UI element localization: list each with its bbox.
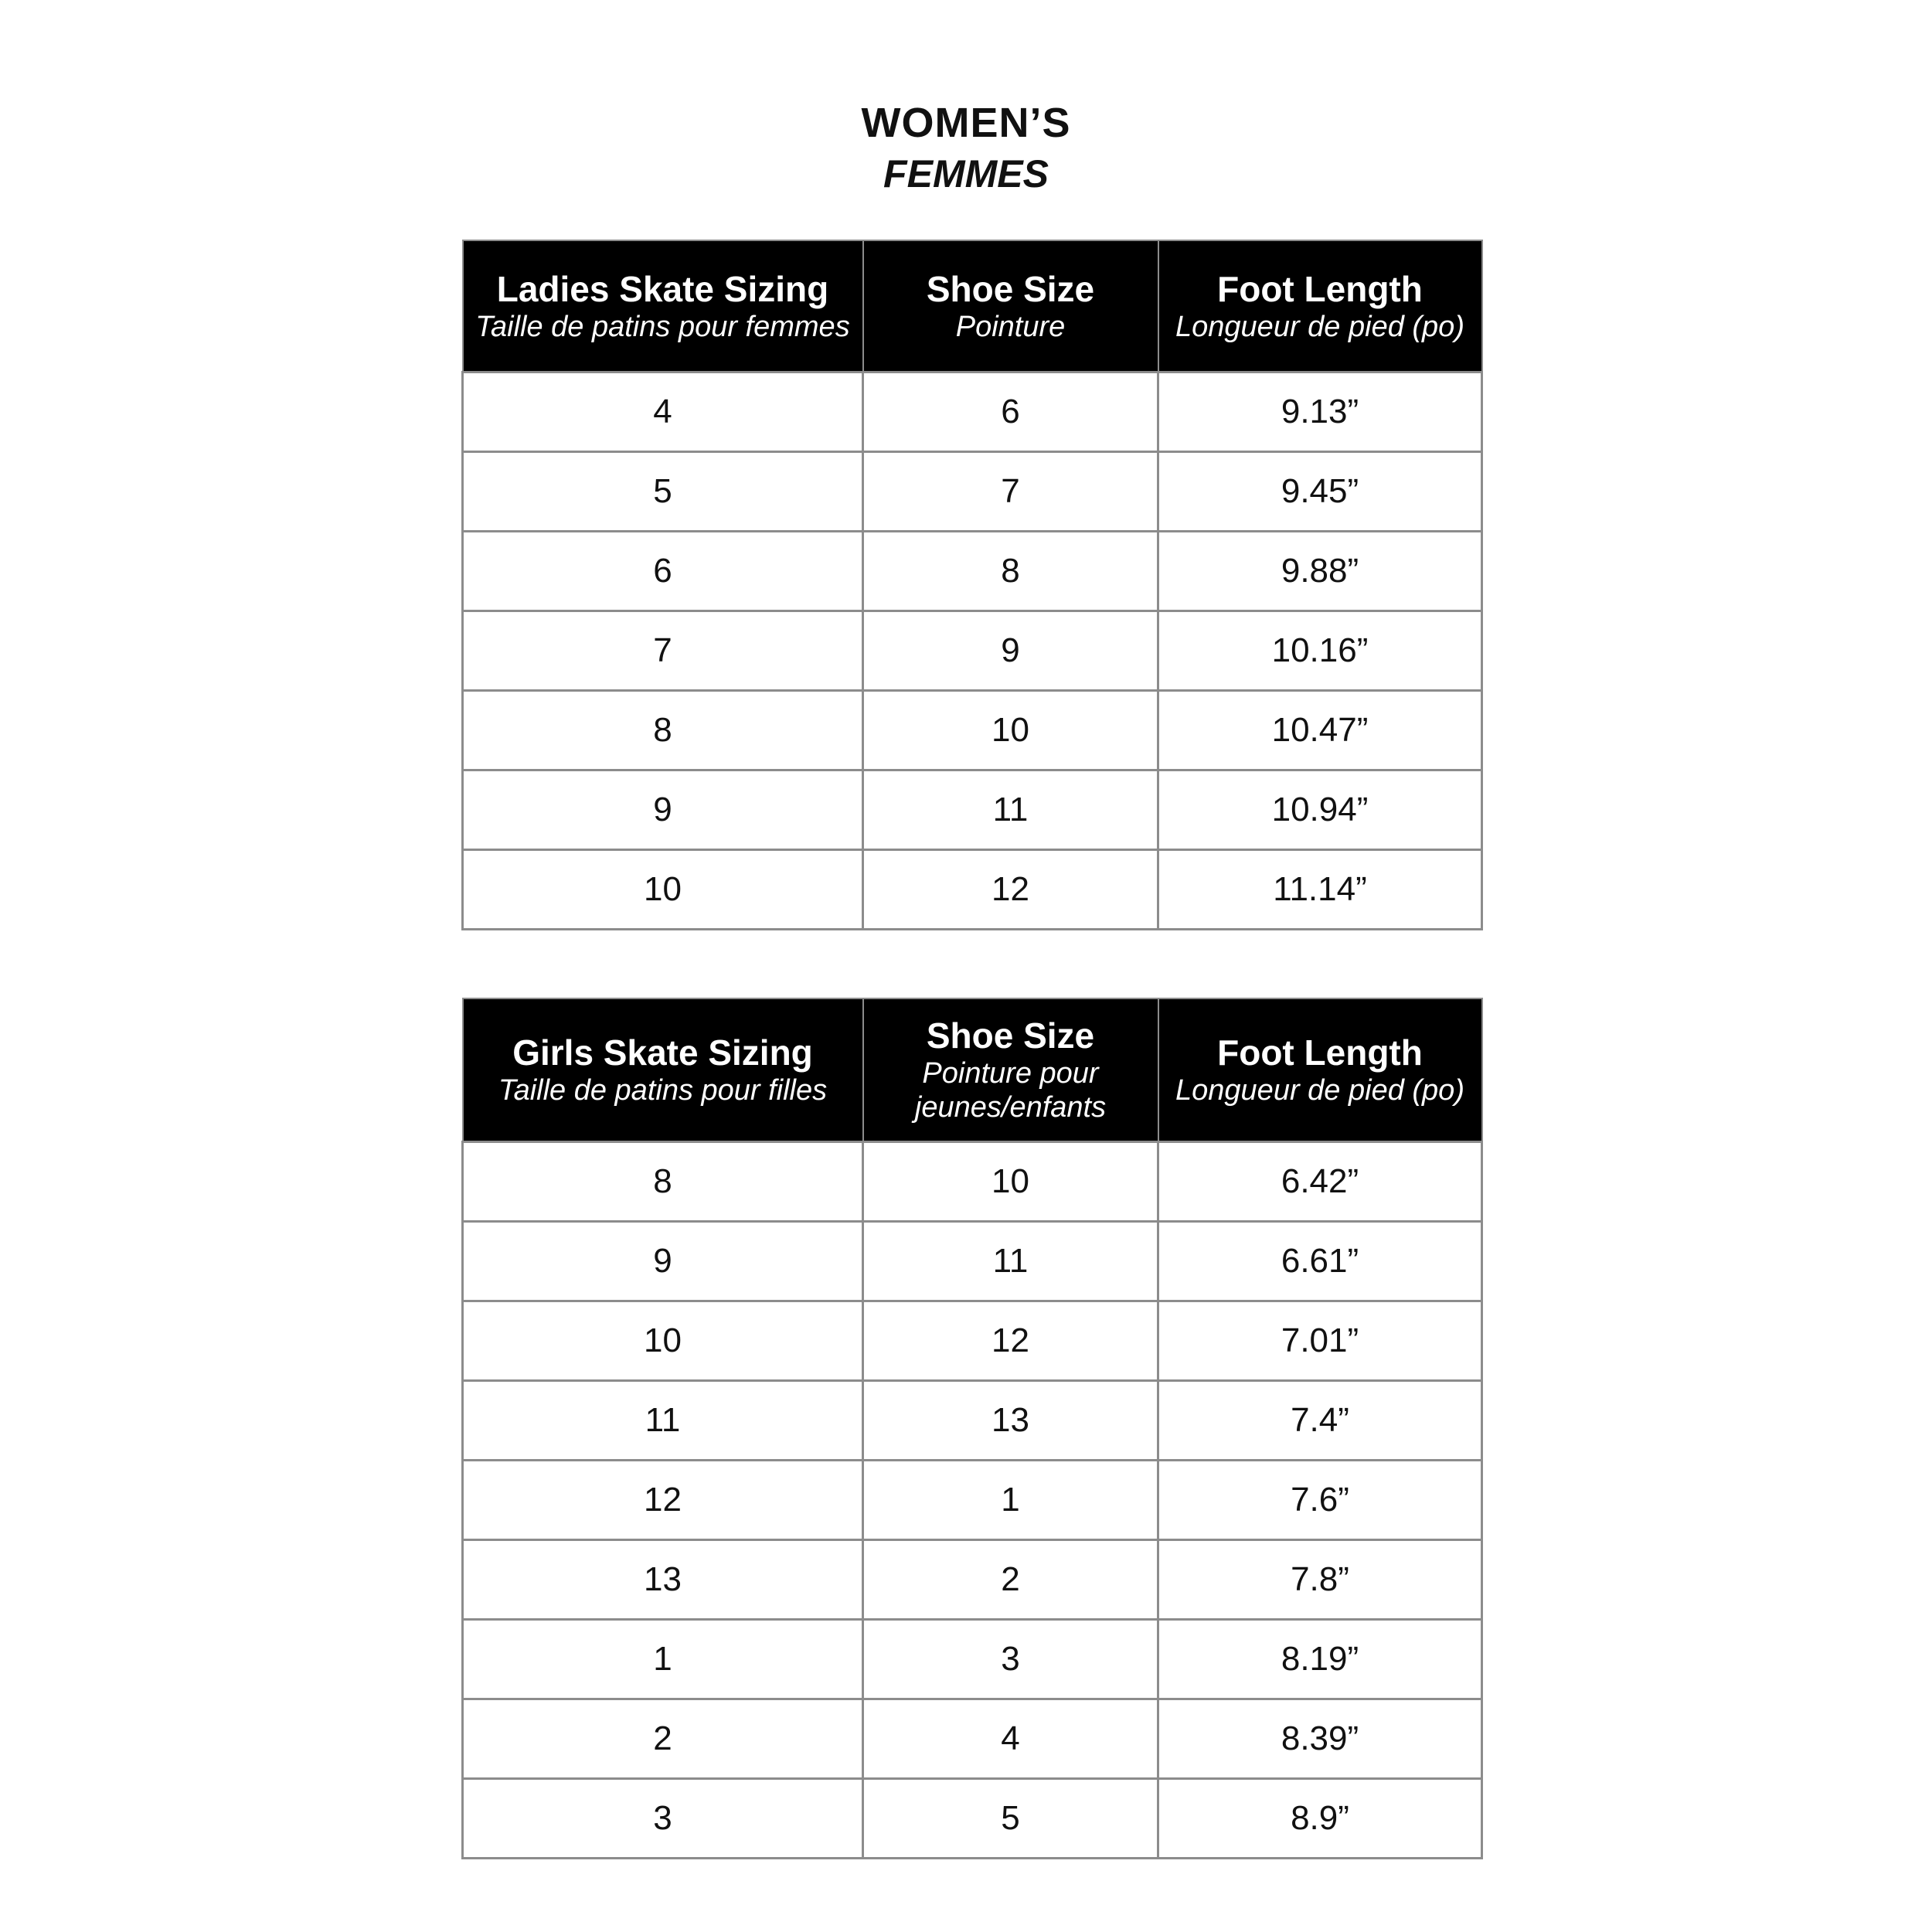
header-sublabel: Taille de patins pour femmes <box>475 310 850 343</box>
column-header-shoe-size <box>863 998 1158 1141</box>
shoe-size-cell: 11 <box>863 1221 1158 1301</box>
header-sublabel: Taille de patins pour filles <box>498 1074 828 1107</box>
shoe-size-cell: 5 <box>863 1778 1158 1858</box>
foot-length-cell: 9.13” <box>1158 372 1482 451</box>
column-header-foot-length <box>1158 998 1482 1141</box>
table-row <box>463 1380 1482 1460</box>
table-row <box>463 611 1482 690</box>
table-row <box>463 1539 1482 1619</box>
header-label: Foot Length <box>1217 1032 1423 1073</box>
shoe-size-cell: 12 <box>863 1301 1158 1380</box>
shoe-size-cell: 12 <box>863 849 1158 929</box>
table-row <box>463 849 1482 929</box>
page-title: WOMEN’S <box>861 100 1071 146</box>
skate-size-cell: 10 <box>463 849 863 929</box>
table-row <box>463 1778 1482 1858</box>
foot-length-cell: 6.42” <box>1158 1141 1482 1221</box>
shoe-size-cell: 10 <box>863 1141 1158 1221</box>
header-label: Girls Skate Sizing <box>512 1032 813 1073</box>
foot-length-cell: 8.9” <box>1158 1778 1482 1858</box>
table-row <box>463 1301 1482 1380</box>
table-row <box>463 1221 1482 1301</box>
girls-size-table <box>461 998 1483 1859</box>
column-header-foot-length <box>1158 240 1482 372</box>
skate-size-cell: 3 <box>463 1778 863 1858</box>
skate-size-cell: 6 <box>463 531 863 611</box>
header-sublabel: Pointure <box>955 310 1066 343</box>
table-row <box>463 1619 1482 1699</box>
shoe-size-cell: 9 <box>863 611 1158 690</box>
shoe-size-cell: 6 <box>863 372 1158 451</box>
skate-size-cell: 7 <box>463 611 863 690</box>
table-header-row <box>463 998 1482 1141</box>
shoe-size-cell: 3 <box>863 1619 1158 1699</box>
women-size-table <box>461 240 1483 930</box>
skate-size-cell: 8 <box>463 690 863 770</box>
table-row <box>463 690 1482 770</box>
skate-size-cell: 1 <box>463 1619 863 1699</box>
table-row <box>463 1699 1482 1778</box>
skate-size-cell: 5 <box>463 451 863 531</box>
foot-length-cell: 7.01” <box>1158 1301 1482 1380</box>
skate-size-cell: 9 <box>463 770 863 849</box>
foot-length-cell: 8.39” <box>1158 1699 1482 1778</box>
skate-size-cell: 13 <box>463 1539 863 1619</box>
shoe-size-cell: 7 <box>863 451 1158 531</box>
foot-length-cell: 9.88” <box>1158 531 1482 611</box>
page-subtitle: FEMMES <box>883 152 1049 196</box>
skate-size-cell: 11 <box>463 1380 863 1460</box>
foot-length-cell: 10.47” <box>1158 690 1482 770</box>
shoe-size-cell: 11 <box>863 770 1158 849</box>
table-row <box>463 451 1482 531</box>
table-row <box>463 372 1482 451</box>
table-row <box>463 1141 1482 1221</box>
foot-length-cell: 10.16” <box>1158 611 1482 690</box>
foot-length-cell: 10.94” <box>1158 770 1482 849</box>
foot-length-cell: 7.8” <box>1158 1539 1482 1619</box>
shoe-size-cell: 10 <box>863 690 1158 770</box>
header-sublabel: Longueur de pied (po) <box>1175 1074 1464 1107</box>
header-label: Ladies Skate Sizing <box>496 268 829 309</box>
shoe-size-cell: 1 <box>863 1460 1158 1539</box>
shoe-size-cell: 4 <box>863 1699 1158 1778</box>
foot-length-cell: 9.45” <box>1158 451 1482 531</box>
column-header-skate-size <box>463 998 863 1141</box>
header-label: Shoe Size <box>926 268 1095 309</box>
skate-size-cell: 9 <box>463 1221 863 1301</box>
header-sublabel: Pointure pour jeunes/enfants <box>914 1057 1107 1124</box>
skate-size-cell: 12 <box>463 1460 863 1539</box>
foot-length-cell: 7.6” <box>1158 1460 1482 1539</box>
skate-size-cell: 4 <box>463 372 863 451</box>
table-row <box>463 770 1482 849</box>
shoe-size-cell: 2 <box>863 1539 1158 1619</box>
table-row <box>463 1460 1482 1539</box>
header-label: Foot Length <box>1217 268 1423 309</box>
shoe-size-cell: 13 <box>863 1380 1158 1460</box>
header-sublabel: Longueur de pied (po) <box>1175 310 1464 343</box>
table-header-row <box>463 240 1482 372</box>
column-header-shoe-size <box>863 240 1158 372</box>
skate-size-cell: 10 <box>463 1301 863 1380</box>
shoe-size-cell: 8 <box>863 531 1158 611</box>
skate-size-cell: 2 <box>463 1699 863 1778</box>
skate-size-cell: 8 <box>463 1141 863 1221</box>
column-header-skate-size <box>463 240 863 372</box>
foot-length-cell: 6.61” <box>1158 1221 1482 1301</box>
foot-length-cell: 8.19” <box>1158 1619 1482 1699</box>
foot-length-cell: 7.4” <box>1158 1380 1482 1460</box>
table-row <box>463 531 1482 611</box>
header-label: Shoe Size <box>926 1015 1095 1056</box>
foot-length-cell: 11.14” <box>1158 849 1482 929</box>
